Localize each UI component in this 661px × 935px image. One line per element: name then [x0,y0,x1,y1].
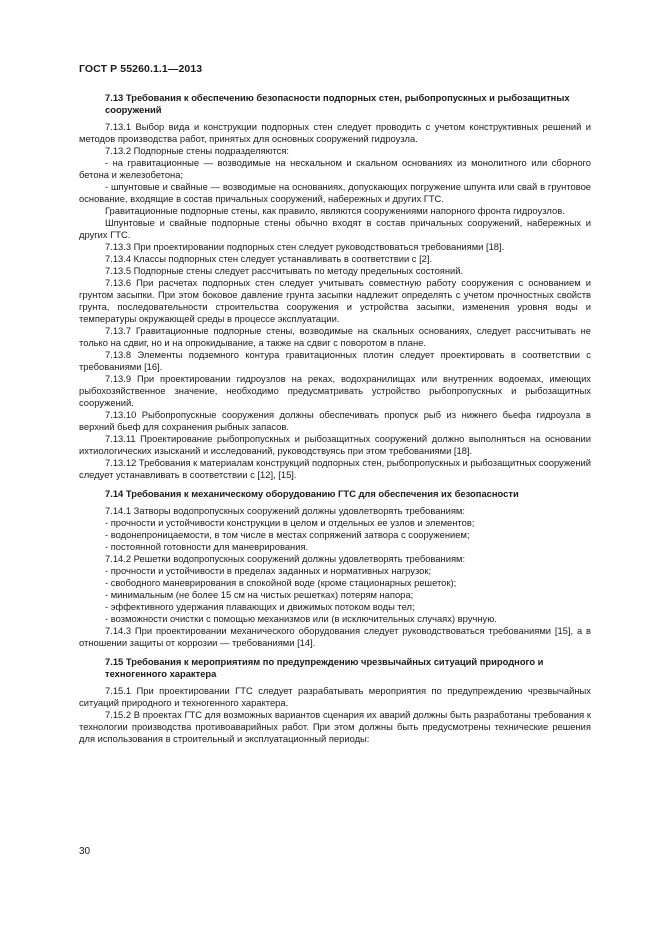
list-item: - минимальным (не более 15 см на чистых решетках) потерям напора; [105,589,414,600]
paragraph: 7.13.5 Подпорные стены следует рассчитывать по методу предельных состояний. [105,265,464,276]
list-item: - эффективного удержания плавающих и движимых потоком воды тел; [105,601,415,612]
list-item: - прочности и устойчивости в пределах заданных и нормативных нагрузок; [105,565,432,576]
paragraph: 7.13.6 При расчетах подпорных стен следует учитывать совместную работу сооружения с основанием и грунтом засыпки. При этом боковое давление грунта засыпки надлежит определять с учетом прочностных свойств грунта, последовательности строительства сооружения и устройства засыпки, изменения уровня воды и температуры окружающей среды в процессе эксплуатации. [79,277,591,324]
document-header: ГОСТ Р 55260.1.1—2013 [79,63,203,75]
page-number: 30 [79,846,91,857]
list-item: - свободного маневрирования в спокойной воде (кроме стационарных решеток); [105,577,457,588]
paragraph: 7.14.2 Решетки водопропускных сооружений должны удовлетворять требованиям: [105,553,466,564]
paragraph: 7.13.7 Гравитационные подпорные стены, возводимые на скальных основаниях, следует рассчитывать не только на сдвиг, но и на опрокидывание, а также на сдвиг с поворотом в плане. [79,325,591,348]
list-item: - на гравитационные — возводимые на нескальном и скальном основаниях из монолитного или сборного бетона и железобетона; [79,157,591,180]
list-item: - постоянной готовности для маневрирования. [105,541,309,552]
paragraph: 7.14.3 При проектировании механического оборудования следует руководствоваться требованиями [15], а в отношении защиты от коррозии — требованиями [14]. [79,625,591,648]
paragraph: 7.13.11 Проектирование рыбопропускных и рыбозащитных сооружений должно выполняться на основании ихтиологических изысканий и исследований, руководствуясь при этом требованиями [18]. [79,433,591,456]
list-item: - прочности и устойчивости конструкции в целом и отдельных ее узлов и элементов; [105,517,475,528]
paragraph: 7.15.1 При проектировании ГТС следует разрабатывать мероприятия по предупреждению чрезвычайных ситуаций природного и техногенного характера. [79,685,591,708]
paragraph: Гравитационные подпорные стены, как правило, являются сооружениями напорного фронта гидроузлов. [105,205,565,216]
paragraph: 7.13.9 При проектировании гидроузлов на реках, водохранилищах или внутренних водоемах, имеющих рыбохозяйственное значение, необходимо предусматривать устройство рыбопропускных и рыбозащитных сооружений. [79,373,591,408]
section-heading: 7.15 Требования к мероприятиям по предупреждению чрезвычайных ситуаций природного и техногенного характера [105,656,544,679]
paragraph: 7.13.10 Рыбопропускные сооружения должны обеспечивать пропуск рыб из нижнего бьефа гидроузла в верхний бьеф для сохранения рыбных запасов. [79,409,591,432]
paragraph: 7.14.1 Затворы водопропускных сооружений должны удовлетворять требованиям: [105,505,465,516]
paragraph: 7.13.8 Элементы подземного контура гравитационных плотин следует проектировать в соответствии с требованиями [16]. [79,349,591,372]
list-item: - возможности очистки с помощью механизмов или (в исключительных случаях) вручную. [105,613,497,624]
paragraph: 7.13.1 Выбор вида и конструкции подпорных стен следует проводить с учетом конструктивных решений и методов производства работ, принятых для основных сооружений гидроузла. [79,121,591,144]
list-item: - шпунтовые и свайные — возводимые на основаниях, допускающих погружение шпунта или свай в грунтовое основание, входящие в состав причальных сооружений, набережных и других ГТС. [79,181,591,204]
list-item: - водонепроницаемости, в том числе в местах сопряжений затвора с сооружением; [105,529,470,540]
paragraph: 7.15.2 В проектах ГТС для возможных вариантов сценария их аварий должны быть разработаны требования к технологии производства противоаварийных работ. При этом должны быть предусмотрены технические решения для использования в строительный и эксплуатационный периоды: [79,709,591,744]
paragraph: 7.13.2 Подпорные стены подразделяются: [105,145,290,156]
paragraph: Шпунтовые и свайные подпорные стены обычно входят в состав причальных сооружений, набережных и других ГТС. [79,217,591,240]
section-heading: 7.14 Требования к механическому оборудованию ГТС для обеспечения их безопасности [105,488,519,499]
paragraph: 7.13.12 Требования к материалам конструкций подпорных стен, рыбопропускных и рыбозащитных сооружений следует устанавливать в соответствии с [12], [15]. [79,457,591,480]
paragraph: 7.13.4 Классы подпорных стен следует устанавливать в соответствии с [2]. [105,253,433,264]
section-heading: 7.13 Требования к обеспечению безопасности подпорных стен, рыбопропускных и рыбозащитных сооружений [105,92,570,115]
paragraph: 7.13.3 При проектировании подпорных стен следует руководствоваться требованиями [18]. [105,241,505,252]
document-body [79,92,591,745]
